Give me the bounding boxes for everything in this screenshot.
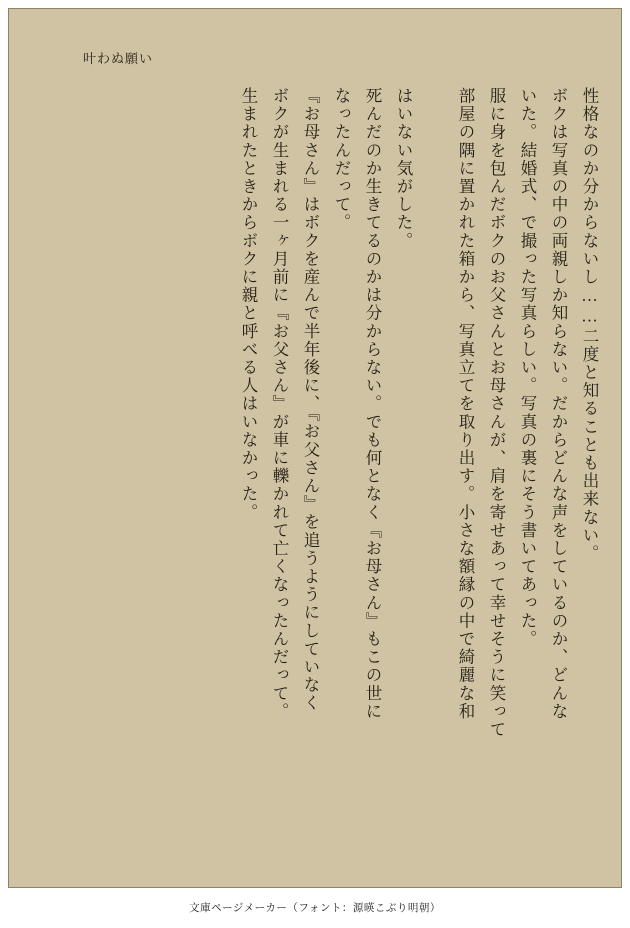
text-column-blank	[411, 87, 442, 847]
text-column: 部屋の隅に置かれた箱から、写真立てを取り出す。小さな額縁の中で綺麗な和	[456, 87, 475, 721]
footer-credit: 文庫ページメーカー（フォント：源暎こぶり明朝）	[189, 903, 441, 914]
text-column: 『お母さん』はボクを産んで半年後に、『お父さん』を追うようにしていなく	[301, 87, 320, 713]
text-column: ボクが生まれる一ヶ月前に『お父さん』が車に轢かれて亡くなったんだって。	[270, 87, 289, 721]
paper-sheet	[8, 8, 622, 888]
text-column: 服に身を包んだボクのお父さんとお母さんが、肩を寄せあって幸せそうに笑って	[487, 87, 506, 739]
text-column: 性格なのか分からないし……二度と知ることも出来ない。	[580, 87, 599, 563]
page-title: 叶わぬ願い	[83, 51, 154, 66]
text-column: ボクは写真の中の両親しか知らない。だからどんな声をしているのか、どんな	[549, 87, 568, 721]
text-column: 生まれたときからボクに親と呼べる人はいなかった。	[239, 87, 258, 522]
text-column: なったんだって。	[332, 87, 351, 232]
text-column: 死んだのか生きてるのかは分からない。でも何となく『お母さん』もこの世に	[363, 87, 382, 721]
text-column: はいない気がした。	[394, 87, 413, 250]
vertical-body-text	[225, 87, 597, 847]
text-column: いた。結婚式、で撮った写真らしい。写真の裏にそう書いてあった。	[518, 87, 537, 649]
